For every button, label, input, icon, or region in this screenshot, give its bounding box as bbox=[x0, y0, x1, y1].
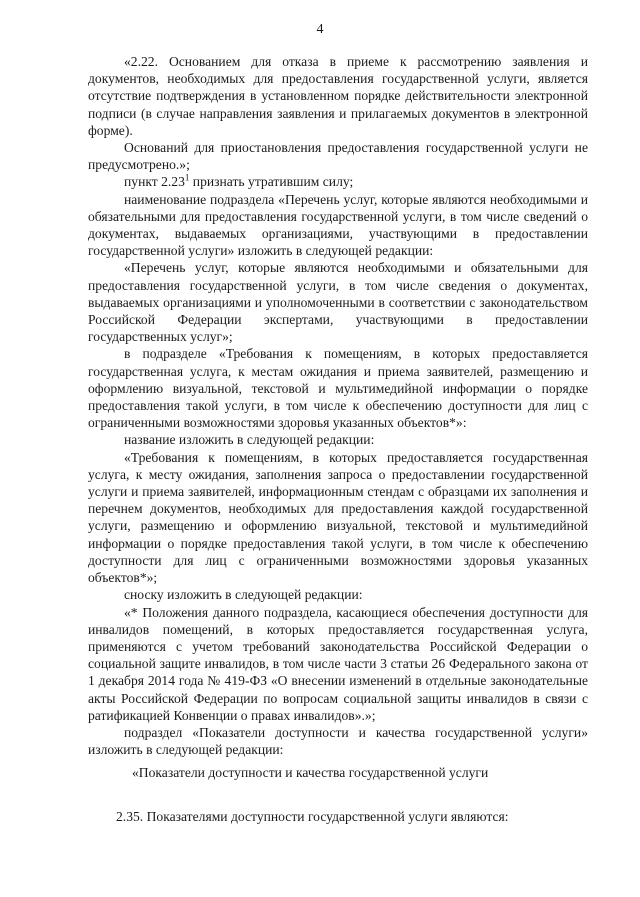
paragraph-footnote-instruction: сноску изложить в следующей редакции: bbox=[124, 587, 363, 603]
clause-2-23-superscript: 1 bbox=[184, 172, 190, 183]
paragraph-title-instruction: название изложить в следующей редакции: bbox=[124, 432, 375, 448]
paragraph-clause-2-23 bbox=[88, 173, 588, 190]
page-number: 4 bbox=[316, 22, 324, 37]
document-body bbox=[88, 53, 588, 825]
paragraph-2-22: «2.22. Основанием для отказа в приеме к рассмотрению заявления и документов, необходимых для предоставления государственной услуги, является отсутствие подтверждения в установленном порядке действительности электронной подписи (в случае направления заявления и прилагаемых документов в электронной форме). bbox=[88, 54, 588, 138]
paragraph-no-suspension: Оснований для приостановления предоставления государственной услуги не предусмотрено.»; bbox=[88, 140, 588, 173]
paragraph-footnote-text: «* Положения данного подраздела, касающиеся обеспечения доступности для инвалидов помещений, в которых предоставляется государственная услуга, применяются с учетом требований законодательства Российской Федерации о социальной защите инвалидов, в том числе части 3 статьи 26 Федерального закона от 1 декабря 2014 года № 419-ФЗ «О внесении изменений в отдельные законодательные акты Российской Федерации по вопросам социальной защиты инвалидов в связи с ратификацией Конвенции о правах инвалидов».»; bbox=[88, 604, 588, 723]
paragraph-2-35: 2.35. Показателями доступности государственной услуги являются: bbox=[116, 808, 509, 824]
paragraph-premises-subsection: в подразделе «Требования к помещениям, в которых предоставляется государственная услуга, к местам ожидания и приема заявителей, размещению и оформлению визуальной, текстовой и мультимедийной информации о порядке предоставления такой услуги, в том числе к обеспечению доступности для лиц с ограниченными возможностями здоровья указанных объектов*»: bbox=[88, 346, 588, 431]
paragraph-indicators-heading: «Показатели доступности и качества государственной услуги bbox=[132, 765, 489, 781]
paragraph-premises-requirements: «Требования к помещениям, в которых предоставляется государственная услуга, к месту ожидания, заполнения запроса о предоставлении государственной услуги и приема заявителей, информационным стендам с образцами их заполнения и перечнем документов, необходимых для предоставления каждой государственной услуги, размещению и оформлению визуальной, текстовой и мультимедийной информации о порядке предоставления такой услуги, в том числе к обеспечению доступности для лиц с ограниченными возможностями здоровья указанных объектов*»; bbox=[88, 449, 588, 586]
paragraph-indicators-subsection: подраздел «Показатели доступности и качества государственной услуги» изложить в следующей редакции: bbox=[88, 724, 588, 758]
clause-2-23-suffix: признать утратившим силу; bbox=[189, 174, 354, 190]
paragraph-services-list: «Перечень услуг, которые являются необходимыми и обязательными для предоставления государственной услуги, в том числе сведения о документах, выдаваемых организациями и уполномоченными в соответствии с законодательством Российской Федерации экспертами, участвующими в предоставлении государственных услуг»; bbox=[88, 260, 588, 345]
clause-2-23-prefix: пункт 2.23 bbox=[124, 174, 185, 190]
paragraph-subsection-title-change: наименование подраздела «Перечень услуг, которые являются необходимыми и обязательными для предоставления государственной услуги, в том числе сведений о документах, выдаваемых организациями, участвующими в предоставлении государственной услуги» изложить в следующей редакции: bbox=[88, 191, 588, 259]
